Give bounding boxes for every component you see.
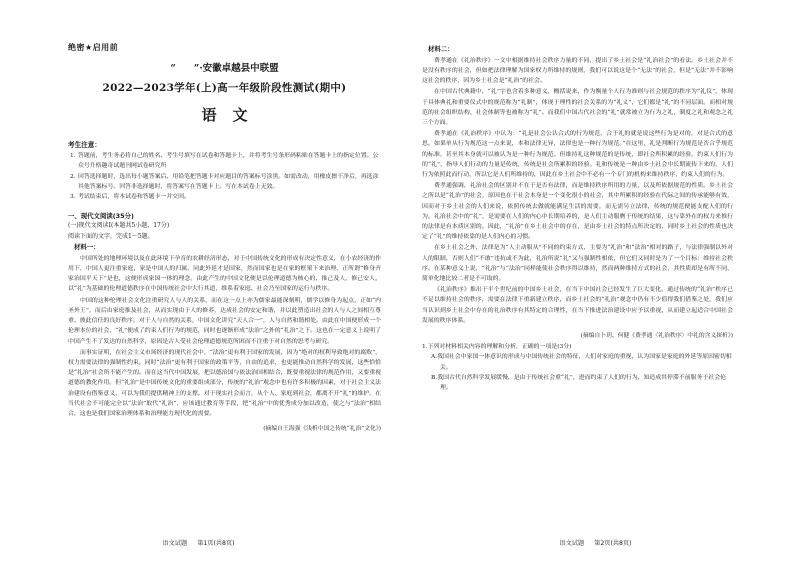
option-a: A.我国社会中家国一体意识的形成与中国传统社会的特征，人们对家庭的重视，认为国家是家庭的外延等原因密切相关。 [431,354,732,371]
source-citation: (摘编自王海强《浅析中国之传统“礼治”文化》) [263,426,381,433]
union-name [68,60,381,74]
subject-title: 语文 [201,106,264,124]
paragraph: 在中国古代典籍中，“礼”字也含着多种意义，概括说来，作为衡量个人行为准则与社会规范的秩序为“礼仪”，体现于具体典礼和重要仪式中的规范称为“礼制”，体现于理性的社会关系的为“礼义”，它们都是“礼”的不同层面。而相对规范的社会组织结构、社会体制等也被称为“礼”。而我们中国古代社会的“礼”就常被立为行为之礼，制度之礼和观念之礼三个方面。 [422,89,733,127]
exam-title: 2022—2023学年(上)高一年级阶段性测试(期中) [102,82,347,94]
paragraph: 在乡土社会之外，法律是为“人主动服从”不同的约束方式，主要为“礼治”和“法治”相对的路子，与法律强制以外对人的限制，否则人们“不敢”违抗或不为此，礼治所说“礼”又与强制性相依，但它们又同时是为了一个目标：维持社会秩序。在某种意义上说，“礼治”与“法治”同样能使社会秩序得以维持，然而两种维持方式的社会，其性质却是有所不同，简单化地比较二者是不可取的。 [422,245,733,283]
paragraph: 中国所处的地理环境以及在此环境下孕育的农耕经济形态，对于中国传统文化的形成有决定性意义，在小农经济的作用下，中国人更注重家庭，家是中国人的归属，同此外延才是国家，然而国家也是在家的框架下来治理，正所谓“修身齐家治国平天下”是也，这便形成家国一体的理念。由此产生的中国文化便是以伦理道德为核心的，推己及人，修己安人，以“礼”为基础的伦理道德秩序在中国传统社会中大行其道，维系着家庭、社会乃至国家的运行与秩序。 [68,255,381,293]
union-text: ·安徽卓越县中联盟 [199,63,279,74]
source-citation: (摘编自卜玥、何健《费孝通〈礼治秩序〉中礼的含义探析》) [580,333,733,340]
page-footer [0,538,397,547]
notice-item [68,172,381,193]
material-1-heading: 材料一： [74,243,100,252]
paragraph: 中国的这种伦理社会文化注重研究人与人的关系，而在这一点上亦为儒家最能深刻明，儒学以修身为起点，正如“内圣外王”，而后由家庭推及社会，从而实现由于人的修养，达成社会的安定和谐，并以此塑造出社会的人与人之间相互尊重、彼此信任的良好秩序。对于人与自然的关系，中国文化讲究“天人合一”，人与自然和谐相处。由此在中国便形成一个伦理本位的社会，“礼”便成了约束人们行为的规范，同时也逐渐形成“法治”之外的“礼治”之下。这也在一定意义上说明了中国产生不了发达的自然科学，原因是古人受社会伦理道德规范所困而不注重于对自然的思考与研究。 [68,297,381,345]
material-2-heading: 材料二： [428,45,454,53]
page-2 [397,0,794,561]
subsection-heading: (一)现代文阅读Ⅰ(本题共5小题，17分) [68,222,170,230]
footer-page-number: 第2页(共8页) [594,540,632,547]
paragraph: 而事实证明，在社会主义市场经济的现代社会中，“法治”更有利于国家的发展，因为“绝对的权利导致绝对的腐败”，权力需要法律的强制性约束。同时“法治”更有利于国家的政策平等，自由的追求，也更能推动自然科学的发展，这些恰恰是“礼治”社会所不能产生的。而在这当代中国发展，把以德治国与依法治国相结合，既要重视法律的规范作用，又要重视道德的教化作用。但“礼治”是中国传统文化的重要组成部分，传统的“礼治”观念中也有许多积极的因素，对于社会主义法治建设有借鉴意义，可以为我们提供精神上的支撑。对于现实社会而言，从个人、家庭到社会，都离不开“礼”的维护。在当代社会不可能完全以“法治”取代“礼治”，应该通过教育等手段，把“礼治”中的优秀成分加以改造，使之与“法治”相结合，这也是我们国家治理体系和治理能力现代化的需要。 [68,349,381,417]
reading-instruction: 阅读下面的文字，完成1～5题。 [68,233,154,241]
notice-number: 2. [70,173,76,180]
notice-number: 1. [70,153,76,159]
union-quote-close: ” [193,63,200,74]
paragraph: 《礼治秩序》推出于半个世纪前的中国乡土社会，在当下中国社会已经发生了巨大变化。通过传统的“礼治”秩序已不足以维持社会的秩序，需要在法律下重新建立秩序，而乡土社会的“礼治”观念中仍有不少值得我们借鉴之处，我们应当认识到乡土社会中存在的礼治秩序有其特定的合理性，在当下推进法治建设中应予以重视，从而建立起适合中国社会发展的秩序体系。 [422,287,733,324]
union-quote-open: “ [170,63,176,74]
section-heading: 一、现代文阅读(35分) [68,212,134,221]
footer-subject: 语文试题 [559,540,585,547]
footer-page-number: 第1页(共8页) [197,540,235,547]
notice-number: 3. [70,194,76,201]
notice-text: 回答选择题时，选出每小题答案后，用铅笔把答题卡对应题目的答案标号涂黑。如需改动，用橡皮擦干净后，再选涂其他答案标号。回答非选择题时，将答案写在答题卡上。写在本试卷上无效。 [78,173,379,190]
confidential-mark: 绝密★启用前 [68,43,119,52]
page-footer [397,538,794,547]
page-1-column [68,42,381,434]
notice-item [68,151,381,172]
paragraph: 费孝通强调，礼治社会的区别并不在于是否有法律，而是维持秩序所用的力量，以及所依据规范的性质。乡土社会之所以是“礼治”的社会，原因也在于社会本身是一个变化很小的社会，其中所累积的经验在代际之间的传承能够有效，因而对于乡土社会的人们来说，依照传统去做就能满足生活的需要，而无需另立法律，传统的规范便能支配人们的行为。礼治社会中的“礼”，是需要在人们的内心中长期培养的，是人们主动服膺于传统的结果，这与靠外在的权力来推行的法律是有本质区别的。因此，“礼治”在乡土社会中的存在，是由乡土社会的特点所决定的，同时乡土社会的性质也决定了“礼”的维持依靠的是人们内心的习惯。 [422,183,733,241]
paragraph: 费孝通在《礼治秩序》中认为：“礼是社会公认合式的行为规范，合于礼的就是说这些行为是对的，对是合式的意思。如果单从行为规范这一点来说，本和法律无异，法律也是一种行为规范。”在这里，礼是判断行为规范是否合乎规范的标准，甚至其本身就可以被认为是一种行为规范。但维持礼这种规范的是传统，即社会所积累的经验。约束人们行为的“礼”，指导人们行动的力量是传统，传统是社会所累积的经验。礼和传统是一种由乡土社会中长期流传下来的，人们行为依照此而行动，所以它是人们所维持的，因此在乡土社会中不必有一个专门的机构来维持秩序，约束人们的行为。 [422,131,733,179]
notice-heading: 考生注意： [68,141,101,149]
page-2-column [422,44,733,393]
question-1: 1.下列对材料相关内容的理解和分析，正确的一项是(3分) [422,344,572,351]
option-b: B.我国古代自然科学发展缓慢，是由于传统社会重“礼”，进而约束了人们的行为，知造成其停滞不前服务于社会伦理。 [431,374,726,392]
notice-item [68,192,381,202]
notice-text: 考试结束后，将本试卷和答题卡一并交回。 [78,194,190,201]
notice-text: 答题前，考生务必将自己的姓名、考生号填写在试卷和答题卡上，并将考生号条形码粘贴在答题卡上的指定位置。公众号升格趣奇试题刊网试卷研究所 [78,153,379,170]
footer-subject: 语文试题 [162,540,188,547]
paragraph: 费孝通在《礼治秩序》一文中根据维持社会秩序力量的不同，提出了乡土社会是“礼治社会”的看法。乡土社会并不是没有秩序的社会，但如把法律理解为国家权力所维持的规则，我们可以说这是个“无法”的社会，但是“无法”并不影响这社会的秩序，因为乡土社会是“礼治”的社会。 [422,57,733,85]
notice-list [68,151,381,202]
